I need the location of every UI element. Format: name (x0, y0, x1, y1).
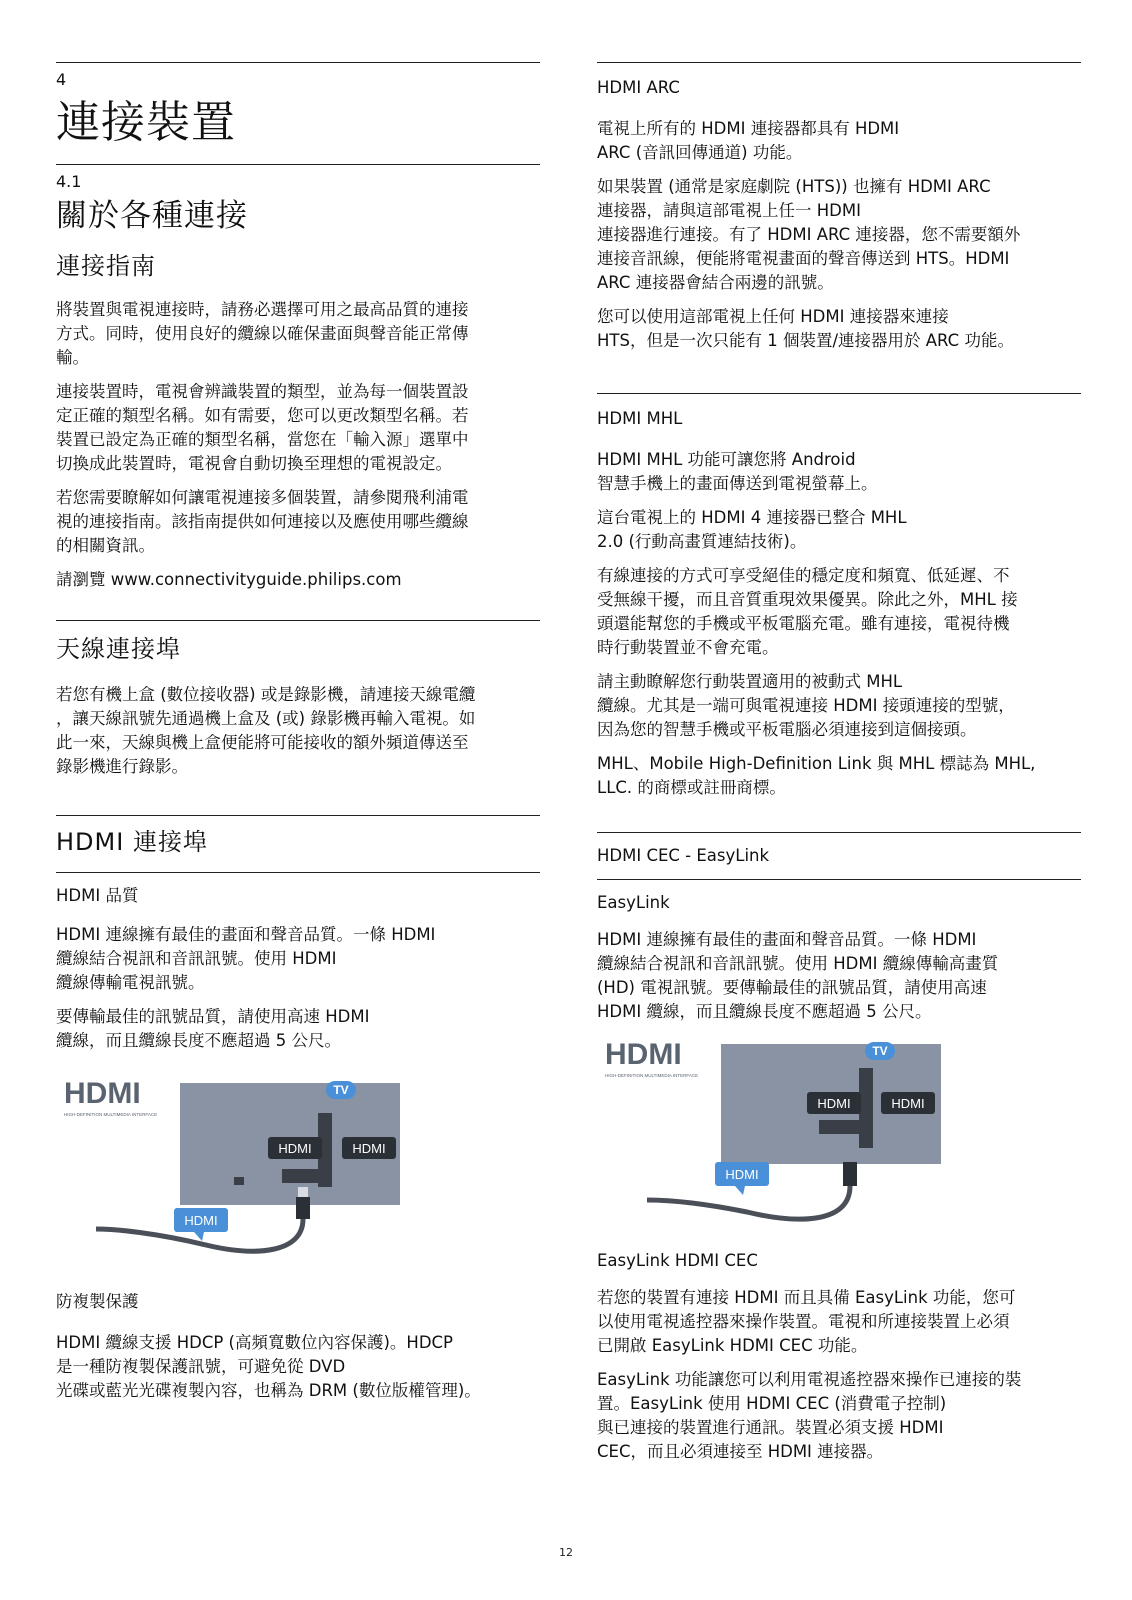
tv-badge-text-right: TV (872, 1044, 888, 1058)
easylink-rule (597, 879, 1081, 880)
hdmi-rule (56, 815, 540, 816)
guide-paragraph-2: 連接裝置時，電視會辨識裝置的類型，並為每一個裝置設 定正確的類型名稱。如有需要，您可以更改類型名稱。若 裝置已設定為正確的類型名稱，當您在「輸入源」選單中 切換成此裝置時，電視會自動切換至理想的電視設定。 (56, 382, 469, 473)
easylink-cec-paragraph-2: EasyLink 功能讓您可以利用電視遙控器來操作已連接的裝 置。EasyLink 使用 HDMI CEC (消費電子控制) 與已連接的裝置進行通訊。裝置必須支援 HDMI CEC，而且必須連接至 HDMI 連接器。 (597, 1370, 1022, 1461)
mhl-paragraph-2: 這台電視上的 HDMI 4 連接器已整合 MHL 2.0 (行動高畫質連結技術)。 (597, 508, 907, 551)
arc-paragraph-1: 電視上所有的 HDMI 連接器都具有 HDMI ARC (音訊回傳通道) 功能。 (597, 119, 900, 162)
cable-label-pointer (194, 1232, 204, 1241)
hdmi-cec-illustration (597, 1034, 1081, 1234)
arc-paragraph-2: 如果裝置 (通常是家庭劇院 (HTS)) 也擁有 HDMI ARC 連接器，請與這部電視上任一 HDMI 連接器進行連接。有了 HDMI ARC 連接器，您不需要額外 連接音訊線，便能將電視畫面的聲音傳送到 HTS。HDMI ARC 連接器會結合兩邊的訊號。 (597, 177, 1021, 292)
hdmi-heading: HDMI 連接埠 (56, 828, 208, 856)
cable-plug (296, 1197, 310, 1219)
cable-plug-right (843, 1162, 857, 1186)
tv-hdmi-port (282, 1169, 322, 1183)
cable-label-text: HDMI (184, 1213, 218, 1228)
tv-small-port (234, 1177, 244, 1185)
cable-plug-tip (298, 1187, 308, 1197)
mhl-rule (597, 393, 1081, 394)
port-label-2-text: HDMI (352, 1141, 386, 1156)
easylink-heading: EasyLink (597, 893, 670, 912)
arc-heading: HDMI ARC (597, 78, 680, 97)
hdmi-quality-paragraph-2: 要傳輸最佳的訊號品質，請使用高速 HDMI 纜線，而且纜線長度不應超過 5 公尺。 (56, 1007, 370, 1050)
mhl-paragraph-3: 有線連接的方式可享受絕佳的穩定度和頻寬、低延遲、不 受無線干擾，而且音質重現效果優異。除此之外，MHL 接 頭還能幫您的手機或平板電腦充電。雖有連接，電視待機 時行動裝置並不會充電。 (597, 566, 1018, 657)
connection-guide-heading: 連接指南 (56, 252, 156, 280)
hdmi-logo-tagline-right: HIGH-DEFINITION MULTIMEDIA INTERFACE (605, 1073, 699, 1078)
hdmi-connection-illustration (56, 1065, 540, 1265)
easylink-paragraph-1: HDMI 連線擁有最佳的畫面和聲音品質。一條 HDMI 纜線結合視訊和音訊訊號。使用 HDMI 纜線傳輸高畫質 (HD) 電視訊號。要傳輸最佳的訊號品質，請使用高速 HDMI 纜線，而且纜線長度不應超過 5 公尺。 (597, 930, 999, 1021)
chapter-number: 4 (56, 70, 67, 89)
hdmi-quality-heading: HDMI 品質 (56, 886, 139, 905)
copy-protection-heading: 防複製保護 (56, 1292, 139, 1311)
hdmi-cable-right (647, 1186, 850, 1219)
mhl-heading: HDMI MHL (597, 409, 683, 428)
port-label-1-right-text: HDMI (817, 1096, 851, 1111)
guide-paragraph-1: 將裝置與電視連接時，請務必選擇可用之最高品質的連接 方式。同時，使用良好的纜線以確保畫面與聲音能正常傳 輸。 (56, 300, 469, 367)
arc-paragraph-3: 您可以使用這部電視上任何 HDMI 連接器來連接 HTS，但是一次只能有 1 個裝置/連接器用於 ARC 功能。 (597, 307, 1014, 350)
antenna-rule (56, 620, 540, 621)
mhl-paragraph-1: HDMI MHL 功能可讓您將 Android 智慧手機上的畫面傳送到電視螢幕上。 (597, 450, 878, 493)
hdmi-logo-right: HDMI (605, 1038, 682, 1071)
mhl-paragraph-5: MHL、Mobile High-Definition Link 與 MHL 標誌為 MHL, LLC. 的商標或註冊商標。 (597, 754, 1036, 797)
cec-heading: HDMI CEC - EasyLink (597, 846, 770, 865)
tv-hdmi-port-right (819, 1120, 859, 1134)
hdmi-logo: HDMI (64, 1077, 141, 1110)
hdmi-quality-paragraph-1: HDMI 連線擁有最佳的畫面和聲音品質。一條 HDMI 纜線結合視訊和音訊訊號。使用 HDMI 纜線傳輸電視訊號。 (56, 925, 436, 992)
guide-link-text: 請瀏覽 www.connectivityguide.philips.com (56, 570, 402, 589)
easylink-cec-paragraph-1: 若您的裝置有連接 HDMI 而且具備 EasyLink 功能，您可 以使用電視遙控器來操作裝置。電視和所連接裝置上必須 已開啟 EasyLink HDMI CEC 功能。 (597, 1288, 1016, 1355)
antenna-paragraph: 若您有機上盒 (數位接收器) 或是錄影機，請連接天線電纜 ，讓天線訊號先通過機上盒及 (或) 錄影機再輸入電視。如 此一來，天線與機上盒便能將可能接收的額外頻道傳送至 錄影機進行錄影。 (56, 685, 476, 776)
page-number: 12 (559, 1546, 573, 1559)
copy-protection-paragraph: HDMI 纜線支援 HDCP (高頻寬數位內容保護)。HDCP 是一種防複製保護訊號，可避免從 DVD 光碟或藍光光碟複製內容，也稱為 DRM (數位版權管理)。 (56, 1333, 481, 1400)
tv-badge-text: TV (333, 1083, 349, 1097)
guide-paragraph-3: 若您需要瞭解如何讓電視連接多個裝置，請參閱飛利浦電 視的連接指南。該指南提供如何連接以及應使用哪些纜線 的相關資訊。 (56, 488, 469, 555)
section-title: 關於各種連接 (56, 198, 248, 234)
tv-stand-slot-right (859, 1068, 873, 1148)
right-column (597, 62, 1081, 1464)
mhl-paragraph-4: 請主動瞭解您行動裝置適用的被動式 MHL 纜線。尤其是一端可與電視連接 HDMI 接頭連接的型號， 因為您的智慧手機或平板電腦必須連接到這個接頭。 (597, 672, 1015, 739)
left-column (56, 62, 540, 1403)
section-number: 4.1 (56, 172, 82, 191)
cec-rule (597, 832, 1081, 833)
cable-label-right-text: HDMI (725, 1167, 759, 1182)
hdmi-quality-rule (56, 872, 540, 873)
port-label-1-text: HDMI (278, 1141, 312, 1156)
arc-rule (597, 62, 1081, 63)
easylink-cec-heading: EasyLink HDMI CEC (597, 1251, 758, 1270)
chapter-title: 連接裝置 (56, 97, 236, 148)
port-label-2-right-text: HDMI (891, 1096, 925, 1111)
cable-label-pointer-right (735, 1186, 745, 1195)
hdmi-logo-tagline: HIGH-DEFINITION MULTIMEDIA INTERFACE (64, 1112, 158, 1117)
antenna-heading: 天線連接埠 (56, 635, 181, 663)
